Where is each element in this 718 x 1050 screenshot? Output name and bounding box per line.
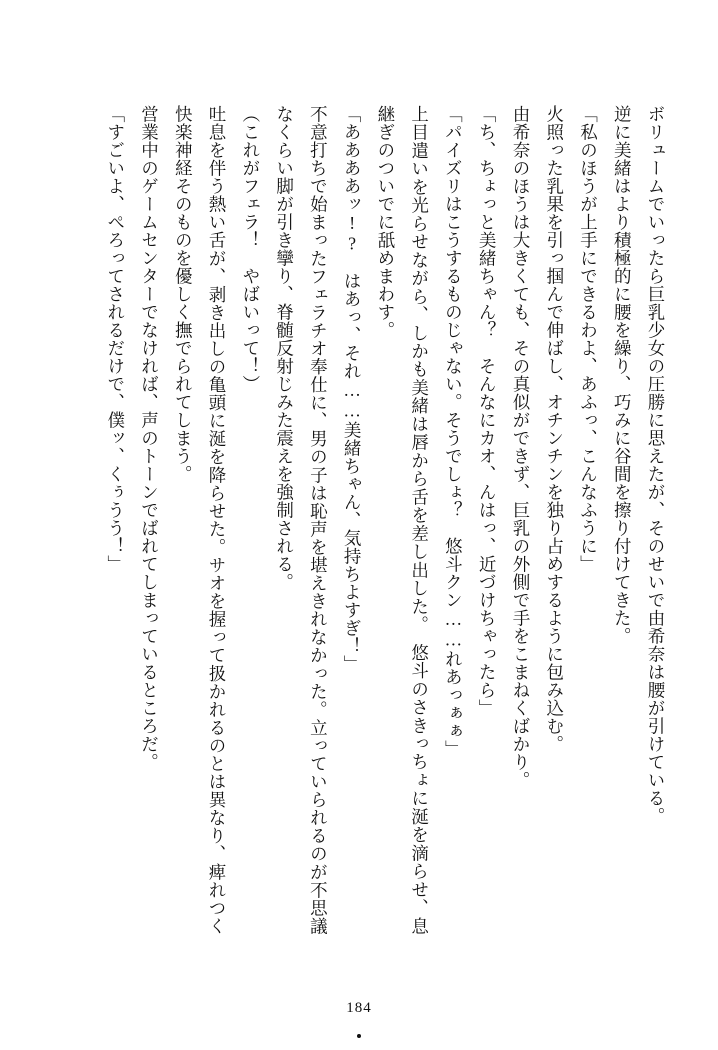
paragraph: ボリュームでいったら巨乳少女の圧勝に思えたが、そのせいで由希奈は腰が引けている。 [646,105,666,825]
paragraph: 火照った乳果を引っ掴んで伸ばし、オチンチンを独り占めするように包み込む。 [544,105,565,753]
paragraph: 逆に美緒はより積極的に腰を繰り、巧みに谷間を擦り付けてきた。 [612,105,633,645]
paragraph: 不意打ちで始まったフェラチオ奉仕に、男の子は恥声を堪えきれなかった。立っていられるのが不思議なくらい脚が引き攣り、脊髄反射じみた震えを強制される。 [274,105,329,935]
paragraph: 「パイズリはこうするものじゃない。そうでしょ？ 悠斗クン……れあっぁぁ」 [443,105,464,758]
page-number: 184 [346,1000,372,1016]
paragraph: 上目遣いを光らせながら、しかも美緒は唇から舌を差し出した。 悠斗のさきっちょに涎を滴らせ、息継ぎのついでに舐めまわす。 [375,105,430,935]
paragraph: 「すごいよ、ぺろってされるだけで、僕ッ、くぅうう！」 [105,105,126,573]
gutter-dot-mark [357,1034,361,1038]
paragraph: 「ああああッ!? はあっ、それ……美緒ちゃん、気持ちよすぎ！」 [342,105,363,673]
paragraph: 「私のほうが上手にできるわよ、あふっ、こんなふうに」 [578,105,599,573]
page-body-text [52,105,672,935]
paragraph: 「ち、ちょっと美緒ちゃん？ そんなにカオ、んはっ、近づけちゃったら」 [477,105,498,717]
paragraph: 吐息を伴う熱い舌が、剥き出しの亀頭に涎を降らせた。サオを握って扱かれるのとは異なり、痺れつく快楽神経そのものを優しく撫でられてしまう。 [173,105,228,935]
paragraph: 由希奈のほうは大きくても、その真似ができず、巨乳の外側で手をこまねくばかり。 [510,105,531,789]
paragraph: 営業中のゲームセンターでなければ、声のトーンでばれてしまっているところだ。 [139,105,160,771]
paragraph: （これがフェラ！ やばいって！） [240,105,261,393]
